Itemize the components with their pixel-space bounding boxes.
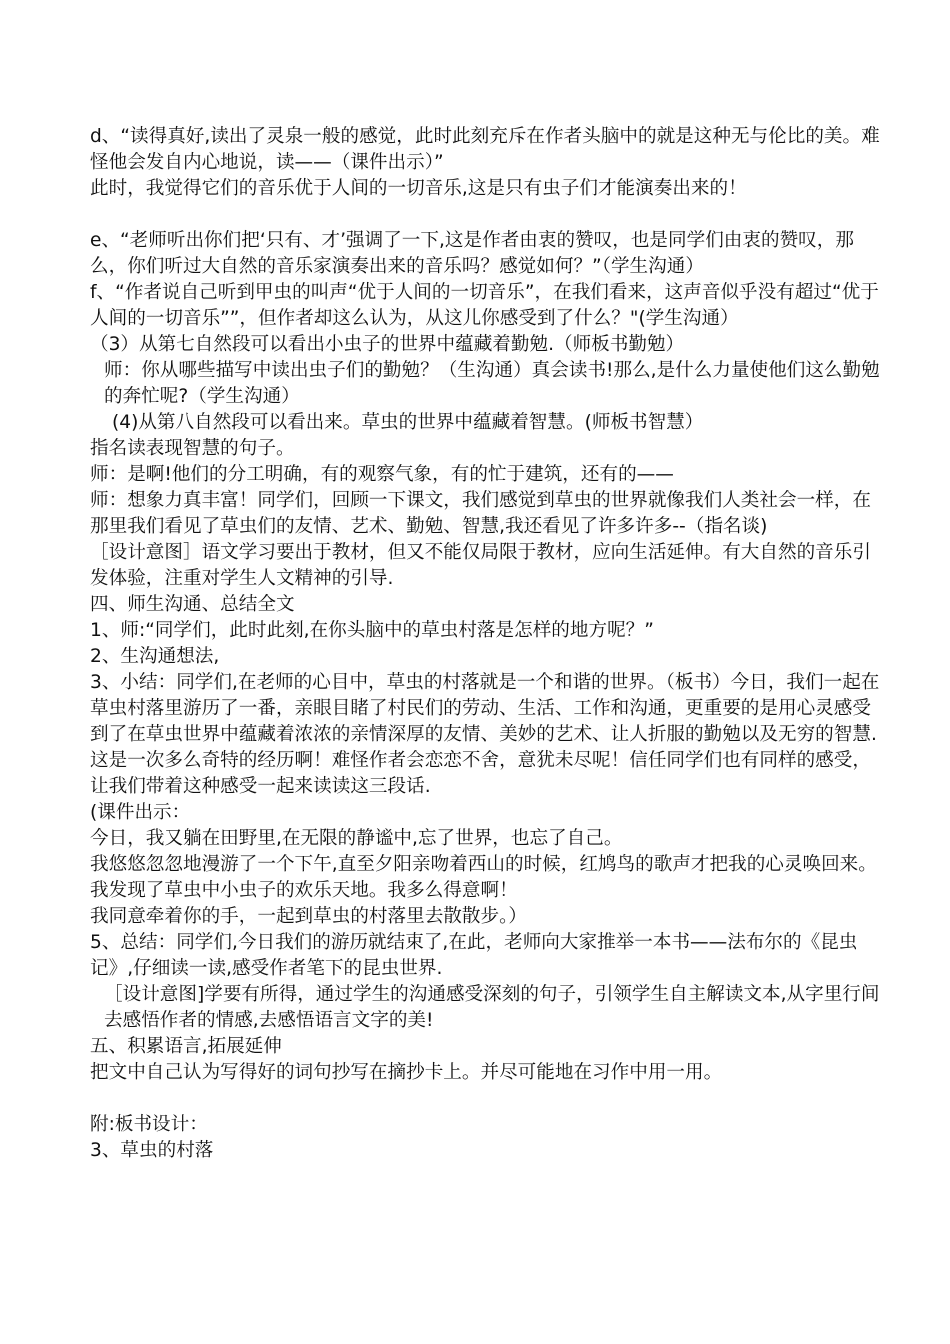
paragraph-music: 此时，我觉得它们的音乐优于人间的一切音乐,这是只有虫子们才能演奏出来的！ (90, 178, 747, 199)
paragraph-design-intent-2: ［设计意图]学要有所得，通过学生的沟通感受深刻的句子，引领学生自主解读文本,从字里行间去感悟作者的情感,去感悟语言文字的美! (104, 984, 880, 1031)
paragraph-quote-2: 我悠悠忽忽地漫游了一个下午,直至夕阳亲吻着西山的时候，红鸠鸟的歌声才把我的心灵唤回来。我发现了草虫中小虫子的欢乐天地。我多么得意啊！ (90, 854, 877, 901)
paragraph-design-intent-1: ［设计意图］语文学习要出于教材，但又不能仅局限于教材，应向生活延伸。有大自然的音乐引发体验，注重对学生人文精神的引导. (90, 542, 871, 589)
paragraph-courseware: (课件出示： (90, 802, 191, 823)
document-body (90, 124, 880, 1164)
section-heading-5: 五、积累语言,拓展延伸 (90, 1036, 282, 1057)
paragraph-item-3: 3、小结：同学们,在老师的心目中，草虫的村落就是一个和谐的世界。（板书）今日，我们一起在草虫村落里游历了一番，亲眼目睹了村民们的劳动、生活、工作和沟通，更重要的是用心灵感受到了在草虫世界中蕴藏着浓浓的亲情深厚的友情、美妙的艺术、让人折服的勤勉以及无穷的智慧.这是一次多么奇特的经历啊！难怪作者会恋恋不舍，意犹未尽呢！信任同学们也有同样的感受，让我们带着这种感受一起来读读这三段话. (90, 672, 880, 797)
paragraph-teacher-imagination: 师：想象力真丰富！同学们，回顾一下课文，我们感觉到草虫的世界就像我们人类社会一样，在那里我们看见了草虫们的友情、艺术、勤勉、智慧,我还看见了许多许多--（指名谈) (90, 490, 871, 537)
paragraph-item-5: 5、总结：同学们,今日我们的游历就结束了,在此，老师向大家推举一本书——法布尔的《昆虫记》,仔细读一读,感受作者笔下的昆虫世界. (90, 932, 858, 979)
blank-line (90, 202, 880, 228)
paragraph-f: f、“作者说自己听到甲虫的叫声“优于人间的一切音乐”，在我们看来，这声音似乎没有超过“优于人间的一切音乐””，但作者却这么认为，从这儿你感受到了什么？"(学生沟通） (90, 282, 879, 329)
paragraph-board-title: 3、草虫的村落 (90, 1140, 214, 1161)
paragraph-board-design: 附:板书设计： (90, 1114, 208, 1135)
paragraph-3: （3）从第七自然段可以看出小虫子的世界中蕴藏着勤勉.（师板书勤勉） (90, 334, 685, 355)
paragraph-teacher-diligence: 师：你从哪些描写中读出虫子们的勤勉？（生沟通）真会读书!那么,是什么力量使他们这么勤勉的奔忙呢?（学生沟通） (104, 360, 880, 407)
paragraph-e: e、“老师听出你们把‘只有、才’强调了一下,这是作者由衷的赞叹，也是同学们由衷的赞叹，那么，你们听过大自然的音乐家演奏出来的音乐吗？感觉如何？”（学生沟通） (90, 230, 854, 277)
paragraph-item-1: 1、师:“同学们，此时此刻,在你头脑中的草虫村落是怎样的地方呢？” (90, 620, 654, 641)
paragraph-d: d、“读得真好,读出了灵泉一般的感觉，此时此刻充斥在作者头脑中的就是这种无与伦比的美。难怪他会发自内心地说，读——（课件出示）” (90, 126, 880, 173)
paragraph-excerpt-card: 把文中自己认为写得好的词句抄写在摘抄卡上。并尽可能地在习作中用一用。 (90, 1062, 723, 1083)
paragraph-quote-3: 我同意牵着你的手，一起到草虫的村落里去散散步。） (90, 906, 527, 927)
paragraph-item-2: 2、生沟通想法, (90, 646, 220, 667)
paragraph-quote-1: 今日，我又躺在田野里,在无限的静谧中,忘了世界，也忘了自己。 (90, 828, 623, 849)
paragraph-wisdom-sentences: 指名读表现智慧的句子。 (90, 438, 295, 459)
blank-line (90, 1086, 880, 1112)
section-heading-4: 四、师生沟通、总结全文 (90, 594, 295, 615)
paragraph-teacher-division: 师：是啊!他们的分工明确，有的观察气象，有的忙于建筑，还有的—— (90, 464, 674, 485)
paragraph-4: (4)从第八自然段可以看出来。草虫的世界中蕴藏着智慧。(师板书智慧） (112, 412, 704, 433)
